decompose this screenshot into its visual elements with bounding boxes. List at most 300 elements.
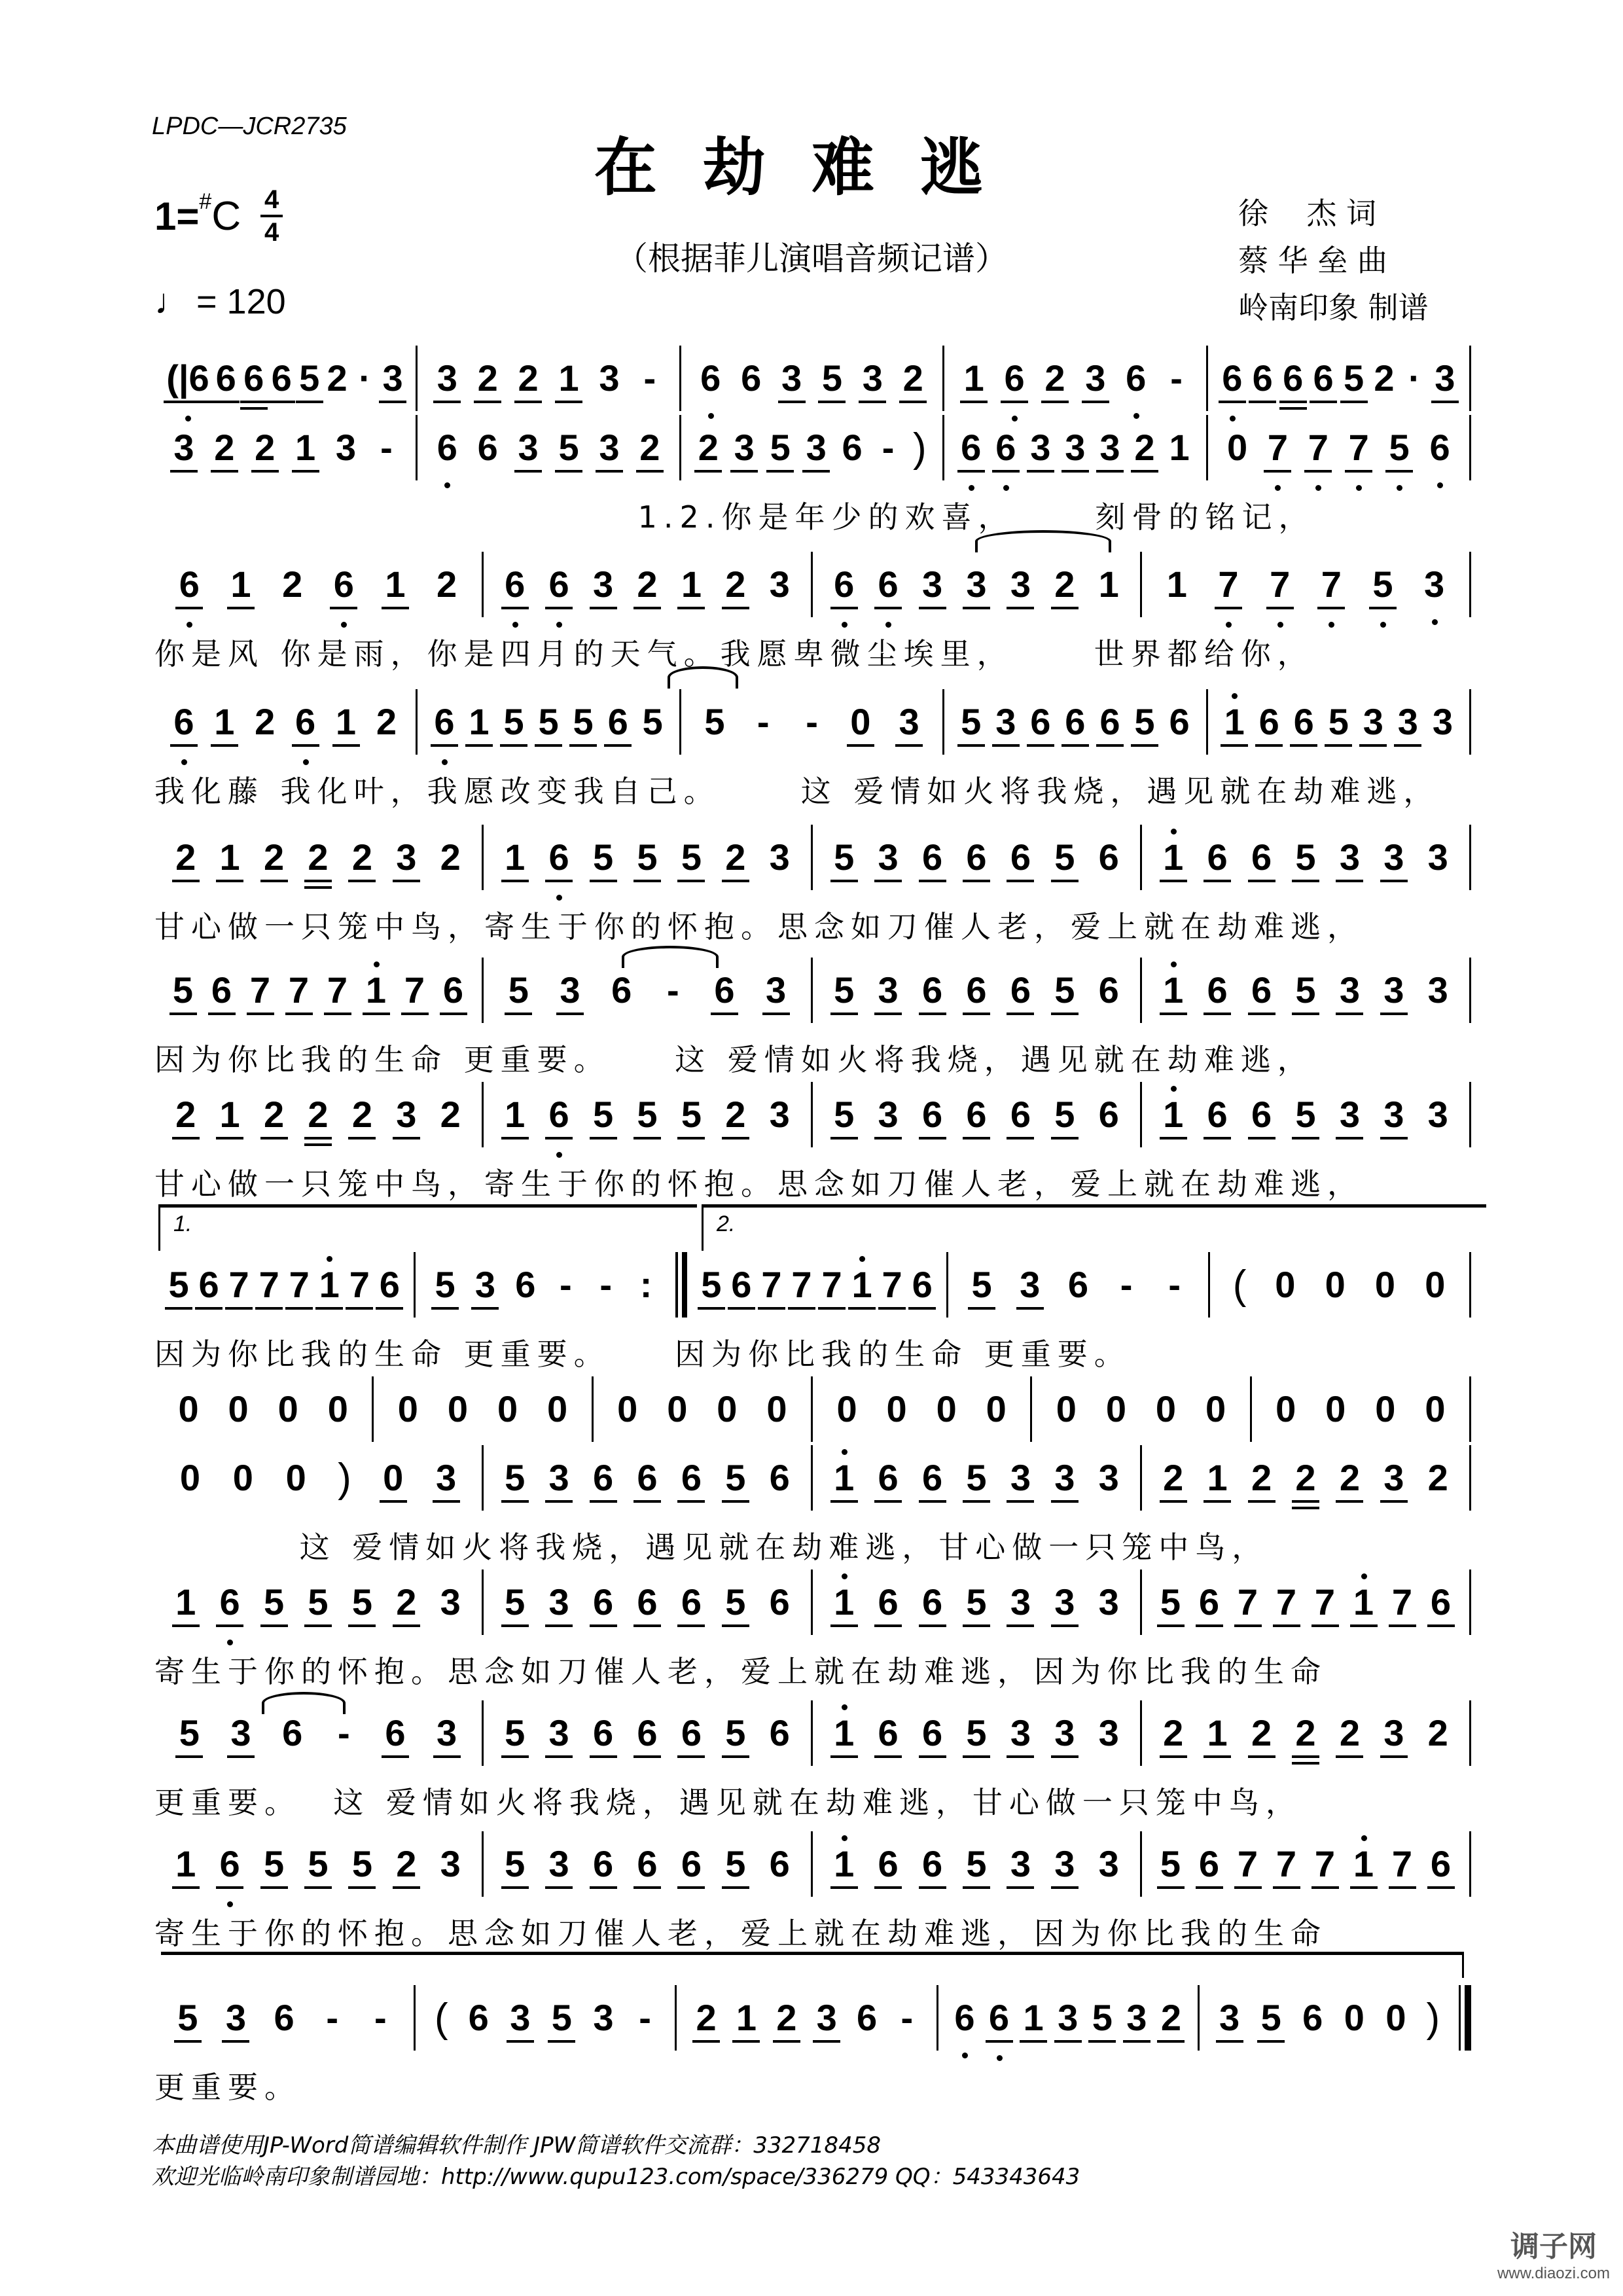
- note: 6: [714, 969, 735, 1011]
- measure: [948, 1264, 1207, 1306]
- note: 5: [725, 1843, 746, 1884]
- note: 3: [781, 357, 802, 399]
- note: -: [337, 1712, 350, 1753]
- measure: [154, 1843, 482, 1885]
- score-row: [154, 1986, 1471, 2049]
- measure: [1210, 1262, 1469, 1308]
- note: 6: [219, 1581, 241, 1623]
- note: 0: [1105, 1388, 1126, 1429]
- note: ·: [1408, 357, 1421, 399]
- measure: [484, 1094, 811, 1136]
- note: 7: [1266, 427, 1289, 469]
- note: 3: [734, 427, 755, 468]
- barline: [1469, 415, 1471, 480]
- note: 2: [1251, 1712, 1272, 1753]
- low-octave-dot: [556, 622, 562, 628]
- score-row: [154, 1571, 1471, 1634]
- note: 6: [921, 1094, 943, 1135]
- note: 3: [1126, 1997, 1147, 2038]
- note: 7: [1275, 1581, 1297, 1623]
- note: 1: [1207, 1457, 1228, 1498]
- measure: [484, 1457, 811, 1499]
- note: 7: [1391, 1843, 1413, 1884]
- note: 6: [966, 1094, 987, 1135]
- note: 3: [862, 357, 883, 399]
- note: 1: [1207, 1712, 1228, 1753]
- note: 3: [1098, 1581, 1119, 1623]
- tie-slur: [262, 1692, 346, 1714]
- arranger: 岭南印象 制谱: [1238, 290, 1429, 325]
- note: 6: [548, 564, 570, 605]
- note: 1: [175, 1581, 196, 1623]
- note: 0: [447, 1388, 469, 1429]
- note: -: [1170, 357, 1183, 399]
- time-numerator: 4: [264, 185, 279, 214]
- note: 0: [1056, 1388, 1077, 1429]
- note: 5: [1160, 1843, 1181, 1884]
- note: 5: [725, 1457, 746, 1498]
- measure: [813, 564, 1140, 605]
- low-octave-dot: [1432, 619, 1438, 625]
- note: 3: [396, 836, 417, 878]
- note: 6: [878, 1843, 899, 1884]
- note: 6: [1252, 357, 1273, 399]
- note: 5: [966, 1712, 987, 1753]
- note: 7: [1347, 427, 1370, 469]
- note: 6: [769, 1581, 790, 1623]
- note: 5: [592, 836, 614, 878]
- note: 1: [833, 1712, 855, 1754]
- note: 6: [1198, 1581, 1220, 1623]
- note: -: [806, 701, 818, 742]
- measure: [687, 1264, 946, 1306]
- note: 6: [548, 1094, 570, 1136]
- note: 6: [1293, 701, 1314, 742]
- note: 6: [1098, 1094, 1119, 1135]
- low-octave-dot: [1003, 485, 1009, 491]
- note: 6: [442, 969, 464, 1011]
- note: 3: [1435, 357, 1455, 399]
- note: 7: [404, 969, 425, 1011]
- note: 6: [681, 1712, 702, 1753]
- note: 6: [215, 357, 236, 399]
- tempo-value: = 120: [196, 282, 286, 321]
- note: 3: [599, 357, 620, 399]
- score-row: [154, 1702, 1471, 1765]
- note: 7: [1391, 1581, 1413, 1623]
- tie-slur: [975, 530, 1111, 552]
- measure: [154, 969, 482, 1011]
- note: 3: [1397, 701, 1418, 742]
- note: 5: [299, 357, 320, 399]
- note: 2: [255, 701, 276, 742]
- measure: [1208, 701, 1469, 743]
- note: 3: [548, 1581, 569, 1623]
- note: 3: [1383, 1094, 1404, 1135]
- measure: [813, 1581, 1140, 1623]
- measure: [484, 836, 811, 878]
- note: 6: [178, 564, 200, 605]
- low-octave-dot: [962, 2053, 968, 2058]
- measure: [681, 425, 942, 471]
- key-signature: [154, 187, 283, 245]
- note: 6: [1030, 701, 1051, 742]
- note: 6: [1430, 1843, 1452, 1884]
- note: 3: [878, 1094, 899, 1135]
- note: 6: [741, 357, 762, 399]
- high-octave-dot: [842, 1573, 847, 1579]
- note: 6: [921, 1581, 943, 1623]
- note: 6: [294, 701, 317, 743]
- note: -: [757, 701, 770, 742]
- note: 6: [1313, 357, 1334, 399]
- high-octave-dot: [1361, 1573, 1367, 1579]
- high-octave-dot: [859, 1256, 865, 1262]
- note: 5: [834, 1094, 855, 1135]
- volta-second-ending: [702, 1204, 1486, 1251]
- note: 0: [285, 1457, 306, 1498]
- measure: [944, 427, 1205, 469]
- note: 3: [474, 1264, 496, 1305]
- note: 2: [698, 427, 719, 468]
- note: 7: [1307, 427, 1329, 469]
- note: 3: [592, 564, 614, 605]
- note: 6: [1207, 1094, 1228, 1135]
- note: 5: [308, 1843, 329, 1884]
- note: 3: [995, 701, 1016, 742]
- note: 7: [1237, 1843, 1258, 1884]
- note: 5: [770, 427, 791, 468]
- low-octave-dot: [227, 1901, 233, 1907]
- barline: [1469, 689, 1471, 755]
- note: 5: [725, 1712, 746, 1753]
- measure: [813, 836, 1140, 878]
- note: 1: [1162, 1094, 1185, 1136]
- note: 0: [1374, 1264, 1396, 1305]
- note: 5: [961, 701, 982, 742]
- note: 5: [725, 1581, 746, 1623]
- note: 5: [1295, 836, 1316, 878]
- measure: [484, 1843, 811, 1885]
- note: 0: [497, 1388, 518, 1429]
- note: 6: [592, 1457, 614, 1498]
- measure: [416, 1264, 675, 1306]
- measure: [154, 1388, 372, 1430]
- note: 5: [681, 1094, 702, 1135]
- note: 3: [966, 564, 987, 605]
- note: 6: [332, 564, 355, 605]
- low-octave-dot: [512, 622, 518, 628]
- note: 0: [397, 1388, 418, 1429]
- lyricist: 徐 杰 词: [1238, 196, 1377, 231]
- volta-label-1: 1.: [173, 1211, 192, 1236]
- note: 3: [806, 427, 827, 468]
- note: 0: [277, 1388, 298, 1429]
- song-title: 在劫难逃: [594, 130, 1029, 204]
- note: 5: [351, 1843, 372, 1884]
- note: 0: [1344, 1997, 1364, 2038]
- note: 3: [1099, 427, 1120, 468]
- note: 5: [172, 969, 194, 1011]
- note: 3: [437, 357, 457, 399]
- lyric-line: 这 爱情如火将我烧，遇见就在劫难逃，甘心做一只笼中鸟，: [154, 1530, 1269, 1565]
- note: 7: [327, 969, 348, 1011]
- note: 6: [1065, 701, 1086, 742]
- note: 6: [1429, 427, 1451, 469]
- note: 6: [842, 427, 863, 468]
- note: 2: [725, 836, 746, 878]
- note: 0: [1275, 1264, 1296, 1305]
- note: 2: [308, 836, 329, 878]
- time-signature: [260, 187, 283, 245]
- note: 3: [548, 1843, 569, 1884]
- note: 6: [1010, 836, 1031, 878]
- note: 1: [1169, 427, 1190, 468]
- note: 6: [966, 969, 987, 1011]
- note: 0: [1205, 1388, 1226, 1429]
- low-octave-dot: [303, 759, 309, 765]
- note: 6: [769, 1843, 790, 1884]
- note: 5: [966, 1581, 987, 1623]
- note: 3: [435, 1457, 457, 1498]
- note: 0: [1325, 1388, 1346, 1429]
- measure: [813, 1843, 1140, 1885]
- note: 6: [1207, 836, 1228, 878]
- low-octave-dot: [1275, 485, 1281, 491]
- note: 5: [351, 1581, 372, 1623]
- score-row: [154, 553, 1471, 616]
- note: 3: [1427, 836, 1448, 878]
- note: 6: [637, 1457, 658, 1498]
- measure: [938, 1997, 1198, 2039]
- note: 3: [599, 427, 620, 468]
- lyric-line: 甘心做一只笼中鸟，寄生于你的怀抱。思念如刀催人老，爱上就在劫难逃，: [154, 909, 1364, 944]
- note: 3: [1030, 427, 1051, 468]
- note: 6: [878, 1712, 899, 1753]
- note: 1: [385, 564, 406, 605]
- measure: [154, 701, 416, 743]
- note: 6: [637, 1843, 658, 1884]
- note: 5: [538, 701, 559, 742]
- note: 3: [1219, 1997, 1240, 2038]
- high-octave-dot: [1171, 961, 1177, 967]
- note: 0: [717, 1388, 738, 1429]
- low-octave-dot: [969, 485, 974, 491]
- note: 3: [816, 1997, 837, 2038]
- note: 0: [1425, 1264, 1446, 1305]
- high-octave-dot: [842, 1704, 847, 1710]
- measure: [154, 836, 482, 878]
- measure: [154, 564, 482, 605]
- note: 0: [986, 1388, 1007, 1429]
- watermark: [1497, 2223, 1610, 2283]
- barline: [1469, 1831, 1471, 1897]
- note: 7: [349, 1264, 370, 1305]
- barline: [1469, 1570, 1471, 1635]
- low-octave-dot: [1356, 485, 1362, 491]
- measure: [1142, 1581, 1469, 1623]
- note: 7: [1275, 1843, 1297, 1884]
- measure: [154, 1712, 482, 1754]
- barline: [1469, 1376, 1471, 1442]
- note: -: [666, 969, 679, 1011]
- note: 6: [769, 1712, 790, 1753]
- lyric-line: 1.2.你是年少的欢喜， 刻骨的铭记，: [154, 499, 1315, 535]
- note: 2: [637, 564, 658, 605]
- score-row: [154, 1083, 1471, 1146]
- note: 6: [878, 1581, 899, 1623]
- note: 0: [850, 701, 871, 742]
- note: 0: [232, 1457, 253, 1498]
- lyric-line: 因为你比我的生命 更重要。 因为你比我的生命 更重要。: [154, 1336, 1131, 1372]
- note: 5: [642, 701, 663, 742]
- measure: [418, 427, 679, 469]
- note: 1: [219, 1094, 240, 1135]
- fraction-bar: [260, 215, 283, 217]
- note: 6: [988, 1997, 1010, 2039]
- repeat-barline: [675, 1252, 687, 1318]
- note: 3: [1010, 564, 1031, 605]
- note: 2: [1427, 1457, 1448, 1498]
- note: 2: [776, 1997, 797, 2038]
- note: 5: [558, 427, 579, 468]
- note: 2: [1044, 357, 1065, 399]
- barline: [1469, 958, 1471, 1023]
- measure: [484, 564, 811, 605]
- note: 3: [769, 836, 790, 878]
- note: 2: [396, 1843, 417, 1884]
- note: 5: [508, 969, 529, 1011]
- note: -: [901, 1997, 914, 2038]
- score-row: [154, 347, 1471, 410]
- note: 2: [1163, 1457, 1184, 1498]
- note: 2: [639, 427, 660, 468]
- note: 0: [547, 1388, 568, 1429]
- note: 5: [551, 1997, 572, 2038]
- score-row: [154, 1446, 1471, 1509]
- note: 3: [1339, 1094, 1360, 1135]
- high-octave-dot: [1232, 693, 1238, 699]
- note: 0: [1226, 427, 1248, 468]
- note: 6: [960, 427, 982, 469]
- note: 1: [214, 701, 235, 742]
- low-octave-dot: [1277, 622, 1283, 628]
- note: 6: [211, 969, 232, 1011]
- note: 3: [230, 1712, 251, 1753]
- note: 2: [1374, 357, 1395, 399]
- measure: [944, 357, 1205, 399]
- score-row: [154, 416, 1471, 479]
- high-octave-dot: [1361, 1835, 1367, 1841]
- note: 6: [921, 1843, 943, 1884]
- measure: [1142, 1712, 1469, 1754]
- low-octave-dot: [556, 895, 562, 901]
- note: 1: [335, 701, 357, 742]
- note: 5: [179, 1712, 200, 1753]
- barline: [1469, 1700, 1471, 1766]
- barline: [1469, 1252, 1471, 1318]
- note: 0: [1155, 1388, 1177, 1429]
- note: 7: [288, 969, 310, 1011]
- note: 5: [435, 1264, 455, 1305]
- note: 7: [761, 1264, 782, 1305]
- note: 2: [1295, 1712, 1316, 1753]
- note: -: [639, 1997, 651, 2038]
- note: 0: [1425, 1388, 1446, 1429]
- note: 1: [505, 1094, 526, 1135]
- note: 6: [954, 1997, 976, 2039]
- note: 1: [318, 1264, 340, 1306]
- note: 6: [433, 701, 455, 743]
- note: 6: [1251, 969, 1272, 1011]
- note: 6: [769, 1457, 790, 1498]
- footer-line-2: 欢迎光临岭南印象制谱园地：http://www.qupu123.com/space/336279 QQ：543343643: [152, 2164, 1080, 2190]
- measure: [418, 701, 679, 743]
- note: :: [639, 1264, 652, 1305]
- low-octave-dot: [181, 759, 187, 765]
- note: 1: [1353, 1581, 1375, 1623]
- note: 5: [1388, 427, 1410, 469]
- low-octave-dot: [1226, 622, 1232, 628]
- note: 0: [228, 1388, 249, 1429]
- measure: [1142, 1843, 1469, 1885]
- note: 7: [228, 1264, 249, 1305]
- note: 6: [637, 1712, 658, 1753]
- note: 2: [263, 836, 285, 878]
- note: 5: [1260, 1997, 1281, 2038]
- note: 5: [263, 1581, 285, 1623]
- note: 6: [1003, 357, 1026, 399]
- note: 2: [282, 564, 303, 605]
- note: 3: [1085, 357, 1106, 399]
- note: 3: [593, 1997, 614, 2038]
- measure: [594, 1388, 811, 1430]
- parenthesis: ): [1426, 1995, 1440, 2041]
- measure: [154, 1997, 414, 2039]
- note: -: [599, 1264, 612, 1305]
- barline: [1469, 1082, 1471, 1147]
- note: 5: [573, 701, 594, 742]
- low-octave-dot: [1329, 622, 1334, 628]
- note: 6: [1251, 836, 1272, 878]
- note: 3: [1054, 1457, 1075, 1498]
- note: 6: [1098, 836, 1119, 878]
- note: 5: [637, 836, 658, 878]
- note: 0: [179, 1457, 201, 1498]
- note: 6: [173, 701, 195, 743]
- note: 7: [882, 1264, 902, 1305]
- note: 1: [1098, 564, 1119, 605]
- note: 6: [477, 427, 498, 468]
- note: 0: [667, 1388, 688, 1429]
- measure: [1200, 1995, 1459, 2041]
- measure: [1142, 564, 1469, 605]
- note: 6: [274, 1997, 294, 2038]
- note: 6: [271, 357, 292, 399]
- low-octave-dot: [885, 622, 891, 628]
- quarter-note-icon: ♩: [154, 282, 190, 321]
- note: 3: [510, 1997, 531, 2038]
- composer: 蔡 华 垒 曲: [1238, 243, 1387, 278]
- note: 6: [921, 836, 943, 878]
- note: 3: [1363, 701, 1383, 742]
- note: -: [882, 427, 895, 468]
- note: -: [380, 427, 393, 468]
- note: 2: [437, 564, 457, 605]
- note: 5: [1343, 357, 1364, 399]
- credits: [1238, 190, 1429, 331]
- note: 1: [681, 564, 702, 605]
